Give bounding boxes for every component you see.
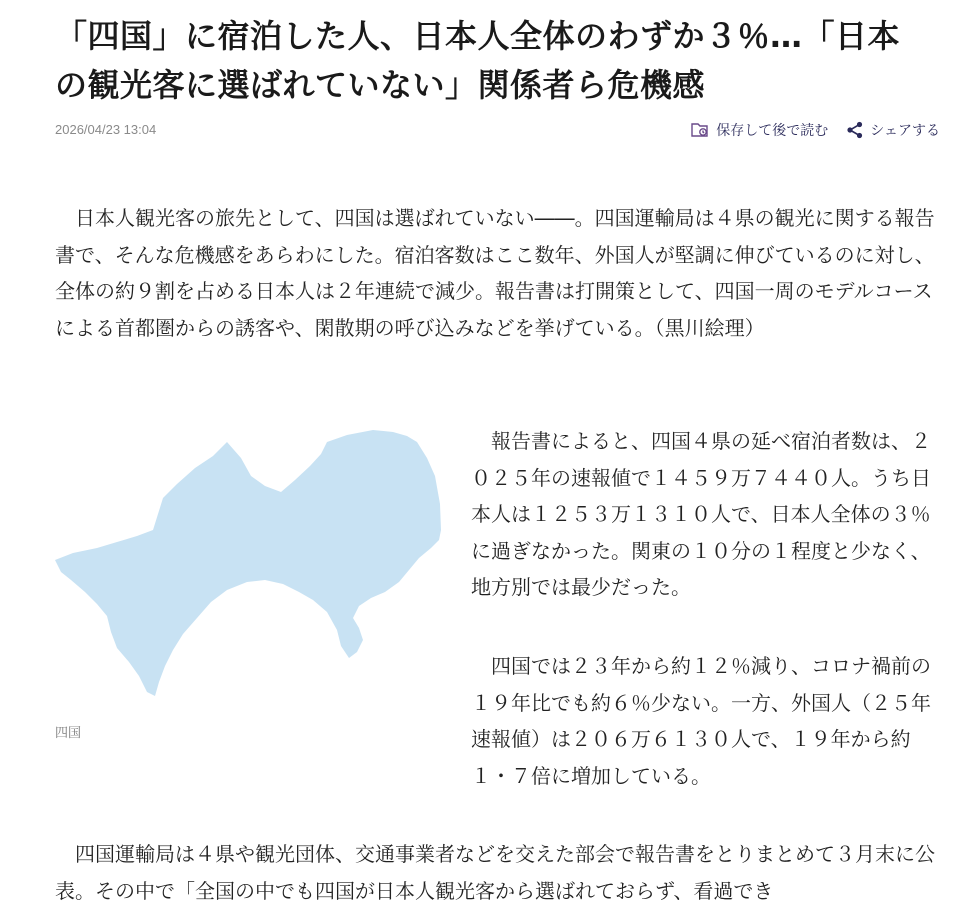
body-paragraph-1: 日本人観光客の旅先として、四国は選ばれていない――。四国運輸局は４県の観光に関する報告書で、そんな危機感をあらわにした。宿泊客数はここ数年、外国人が堅調に伸びているのに対し、全体の約９割を占める日本人は２年連続で減少。報告書は打開策として、四国一周のモデルコースによる首都圏からの誘客や、閑散期の呼び込みなどを挙げている。（黒川絵理） xyxy=(55,206,935,340)
body-paragraph-2: 報告書によると、四国４県の延べ宿泊者数は、２０２５年の速報値で１４５９万７４４０人。うち日本人は１２５３万１３１０人で、日本人全体の３％に過ぎなかった。関東の１０分の１程度と少なく、地方別では最少だった。 xyxy=(471,429,931,599)
shikoku-map-image xyxy=(55,420,445,720)
article-actions xyxy=(690,120,940,140)
shikoku-map-figure xyxy=(55,420,445,720)
save-for-later-label: 保存して後で読む xyxy=(716,123,829,139)
body-paragraph-4: 四国運輸局は４県や観光団体、交通事業者などを交えた部会で報告書をとりまとめて３月末に公表。その中で「全国の中でも四国が日本人観光客から選ばれておらず、看過でき xyxy=(55,842,935,903)
publish-date: 2026/04/23 13:04 xyxy=(55,122,157,137)
article-title: 「四国」に宿泊した人、日本人全体のわずか３％…「日本の観光客に選ばれていない」関係者ら危機感 xyxy=(55,17,901,104)
save-later-icon xyxy=(690,121,710,139)
share-button[interactable] xyxy=(846,120,940,140)
body-paragraph-3: 四国では２３年から約１２％減り、コロナ禍前の１９年比でも約６％少ない。一方、外国人（２５年速報値）は２０６万６１３０人で、１９年から約１・７倍に増加している。 xyxy=(471,654,931,788)
share-icon xyxy=(846,121,864,139)
share-label: シェアする xyxy=(870,123,940,139)
figure-caption: 四国 xyxy=(55,726,82,741)
save-for-later-button[interactable] xyxy=(690,120,828,140)
